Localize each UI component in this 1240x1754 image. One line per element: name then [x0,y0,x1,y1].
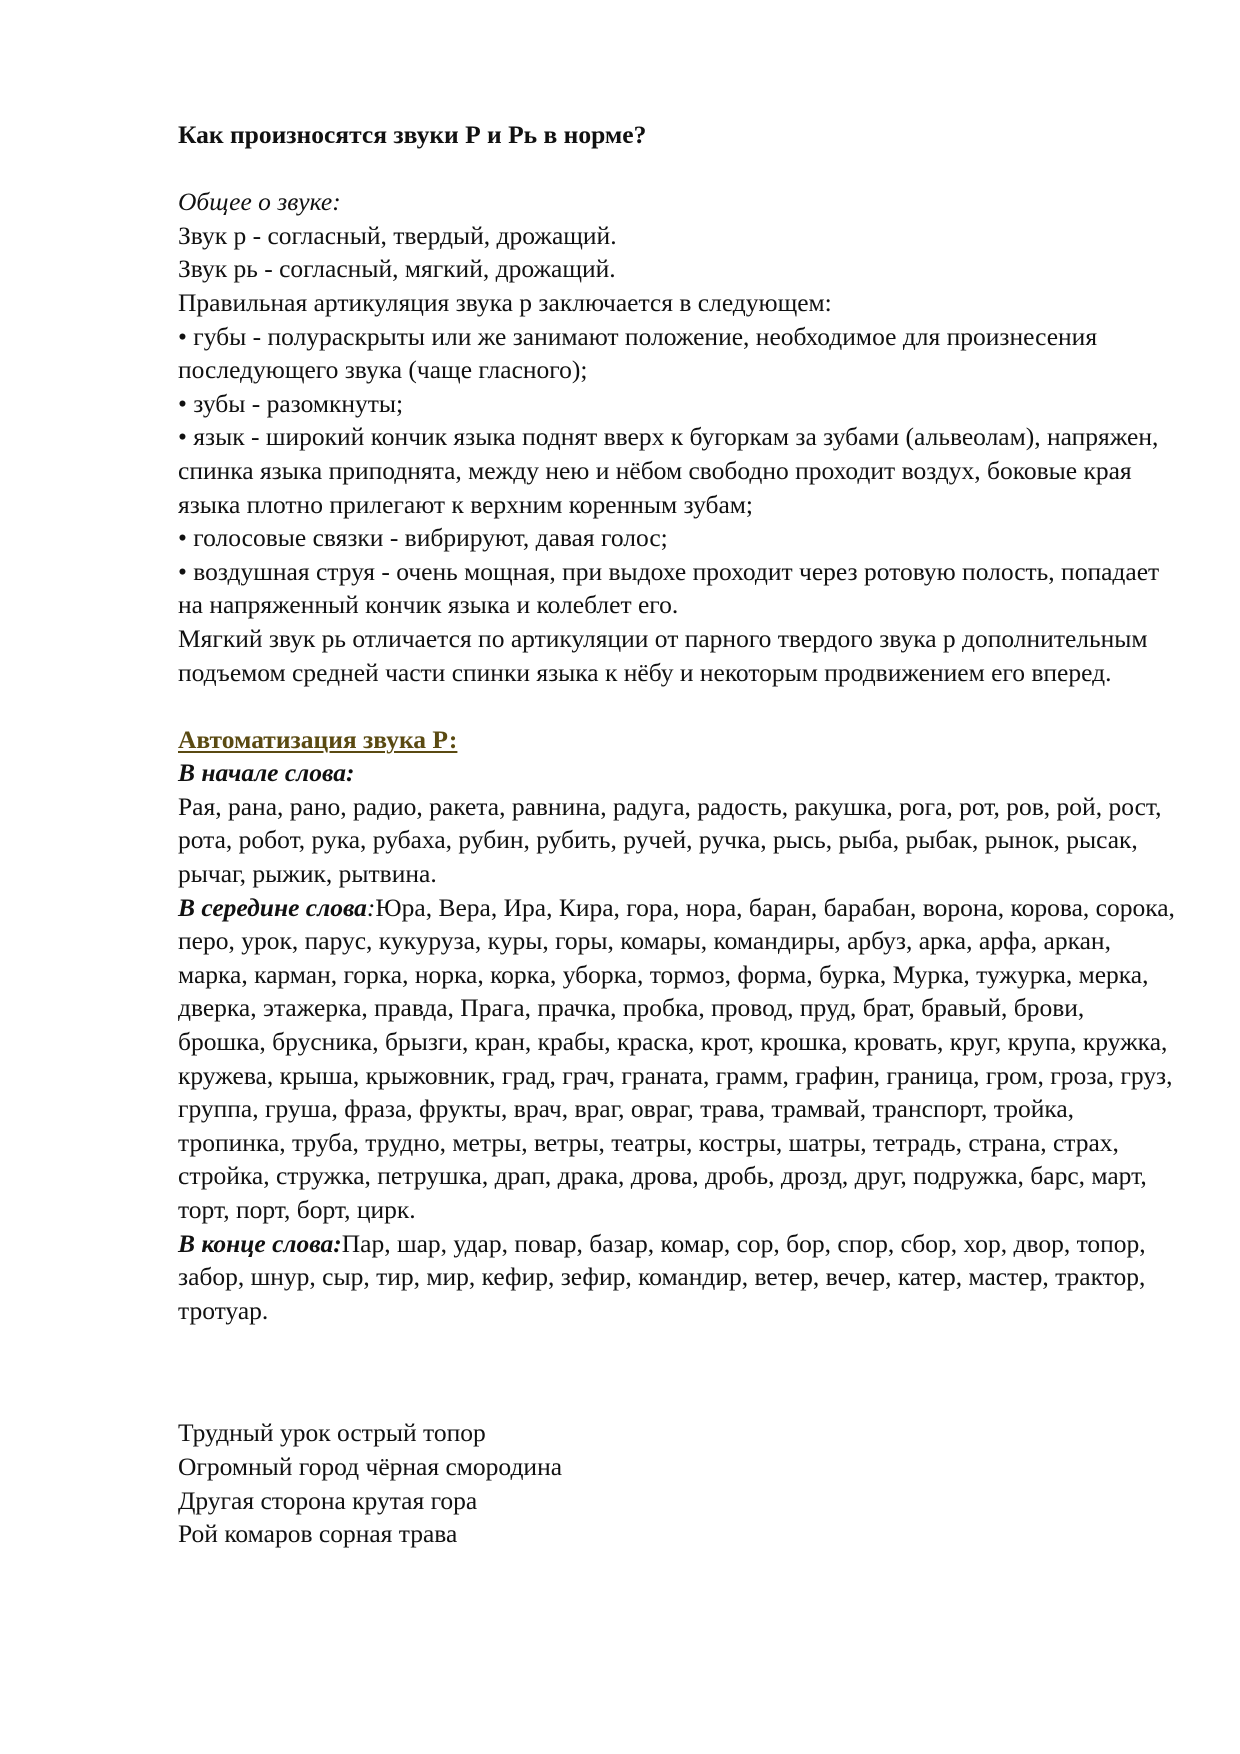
word-end-list: Пар, шар, удар, повар, базар, комар, сор, бор, спор, сбор, хор, двор, топор, забор, шнур, сыр, тир, мир, кефир, зефир, командир, ветер, вечер, катер, мастер, трактор, тротуар. [178,1228,1146,1325]
bullet-air-stream: • воздушная струя - очень мощная, при выдохе проходит через ротовую полость, попадает на напряженный кончик языка и колеблет его. [178,556,1160,620]
general-paragraph-2: Звук рь - согласный, мягкий, дрожащий. [178,254,616,284]
word-middle-block [178,891,1178,1227]
word-middle-label: В середине слова [178,892,367,922]
general-paragraph-3: Правильная артикуляция звука р заключается в следующем: [178,287,832,317]
bullet-tongue: • язык - широкий кончик языка поднят вверх к бугоркам за зубами (альвеолам), напряжен, спинка языка приподнята, между нею и нёбом свободно проходит воздух, боковые края языка плотно прилегают к верхним коренным зубам; [178,422,1159,519]
word-middle-list: Юра, Вера, Ира, Кира, гора, нора, баран, барабан, ворона, корова, сорока, перо, урок, парус, кукуруза, куры, горы, комары, командиры, арбуз, арка, арфа, аркан, марка, карман, горка, норка, корка, уборка, тормоз, форма, бурка, Мурка, тужурка, мерка, дверка, этажерка, правда, Прага, прачка, пробка, провод, пруд, брат, бравый, брови, брошка, брусника, брызги, кран, крабы, краска, крот, крошка, кровать, круг, крупа, кружка, кружева, крыша, крыжовник, град, грач, граната, грамм, графин, граница, гром, гроза, груз, группа, груша, фраза, фрукты, врач, враг, овраг, трава, трамвай, транспорт, тройка, тропинка, труба, трудно, метры, ветры, театры, костры, шатры, тетрадь, страна, страх, стройка, стружка, петрушка, драп, драка, дрова, дробь, дрозд, друг, подружка, барс, март, торт, порт, борт, цирк. [178,892,1175,1224]
bullet-lips: • губы - полураскрыты или же занимают положение, необходимое для произнесения последующего звука (чаще гласного); [178,321,1098,385]
general-paragraph-1: Звук р - согласный, твердый, дрожащий. [178,220,617,250]
spacer [178,152,1178,186]
word-middle-colon: : [366,892,376,922]
bullet-teeth: • зубы - разомкнуты; [178,388,404,418]
word-start-list: Рая, рана, рано, радио, ракета, равнина, радуга, радость, ракушка, рога, рот, ров, рой, рост, рота, робот, рука, рубаха, рубин, рубить, ручей, ручка, рысь, рыба, рыбак, рынок, рысак, рычаг, рыжик, рытвина. [178,791,1162,889]
automation-heading: Автоматизация звука Р: [178,724,458,754]
word-start-label: В начале слова: [178,758,355,788]
spacer [178,689,1178,723]
phrase-4: Рой комаров сорная трава [178,1519,458,1549]
word-end-label: В конце слова: [178,1228,342,1258]
phrase-2: Огромный город чёрная смородина [178,1451,563,1481]
document-title: Как произносятся звуки Р и Рь в норме? [178,120,647,149]
general-heading: Общее о звуке: [178,187,341,217]
bullet-vocal-cords: • голосовые связки - вибрируют, давая голос; [178,523,668,553]
document-page [178,118,1178,1551]
spacer [178,1394,1178,1416]
phrase-1: Трудный урок острый топор [178,1418,486,1448]
phrase-3: Другая сторона крутая гора [178,1485,478,1515]
word-end-block [178,1227,1178,1328]
spacer [178,1327,1178,1394]
soft-sound-paragraph: Мягкий звук рь отличается по артикуляции от парного твердого звука р дополнительным подъемом средней части спинки языка к нёбу и некоторым продвижением его вперед. [178,623,1148,687]
